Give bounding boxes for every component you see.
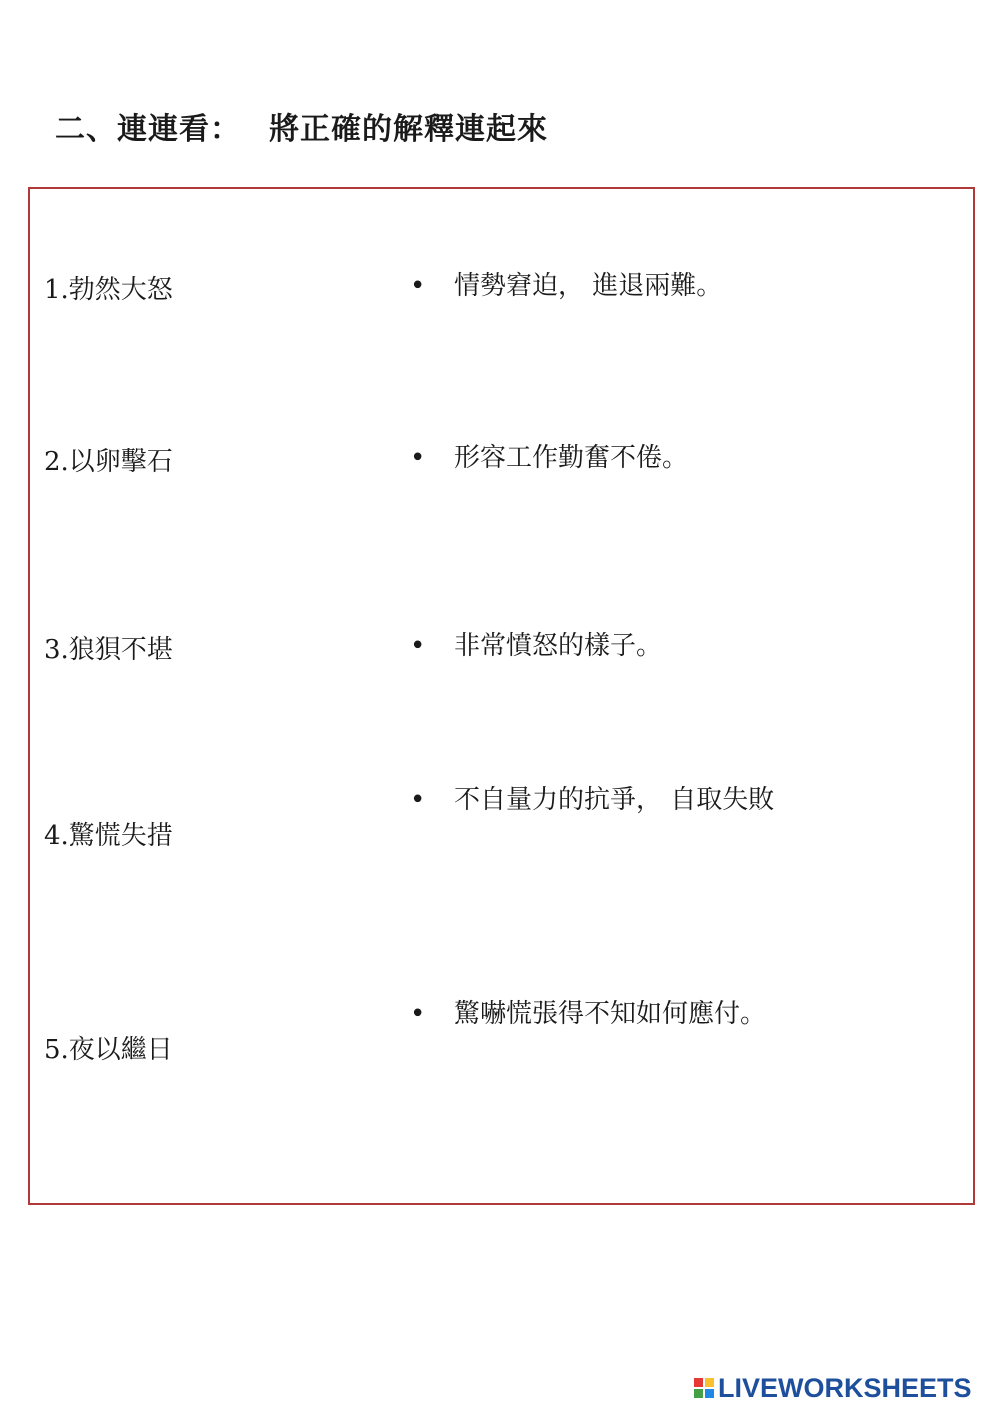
matching-exercise-box (28, 187, 975, 1205)
definition-2[interactable] (410, 427, 950, 489)
definition-1[interactable] (410, 255, 950, 317)
brand-name: LIVEWORKSHEETS (718, 1372, 972, 1403)
bullet: • (410, 999, 426, 1029)
definition-text: 不自量力的抗爭， 自取失敗 (454, 785, 775, 815)
term-4[interactable]: 4.驚慌失措 (44, 821, 173, 851)
liveworksheets-logo-icon (694, 1378, 714, 1398)
bullet: • (410, 785, 426, 815)
term-5[interactable]: 5.夜以繼日 (44, 1035, 173, 1065)
definition-4[interactable] (410, 769, 950, 831)
definition-text: 形容工作勤奮不倦。 (454, 443, 689, 473)
section-title: 二、連連看： (55, 112, 241, 147)
definition-text: 非常憤怒的樣子。 (454, 631, 663, 661)
definition-3[interactable] (410, 615, 950, 677)
definition-text: 情勢窘迫， 進退兩難。 (454, 271, 723, 301)
term-3[interactable]: 3.狼狽不堪 (44, 635, 173, 665)
liveworksheets-brand (694, 1373, 972, 1403)
page-title (55, 104, 548, 148)
term-1[interactable]: 1.勃然大怒 (44, 275, 173, 305)
definition-text: 驚嚇慌張得不知如何應付。 (454, 999, 767, 1029)
definition-5[interactable] (410, 983, 950, 1045)
term-2[interactable]: 2.以卵擊石 (44, 447, 173, 477)
instruction-text: 將正確的解釋連起來 (269, 112, 548, 147)
bullet: • (410, 271, 426, 301)
bullet: • (410, 631, 426, 661)
bullet: • (410, 443, 426, 473)
